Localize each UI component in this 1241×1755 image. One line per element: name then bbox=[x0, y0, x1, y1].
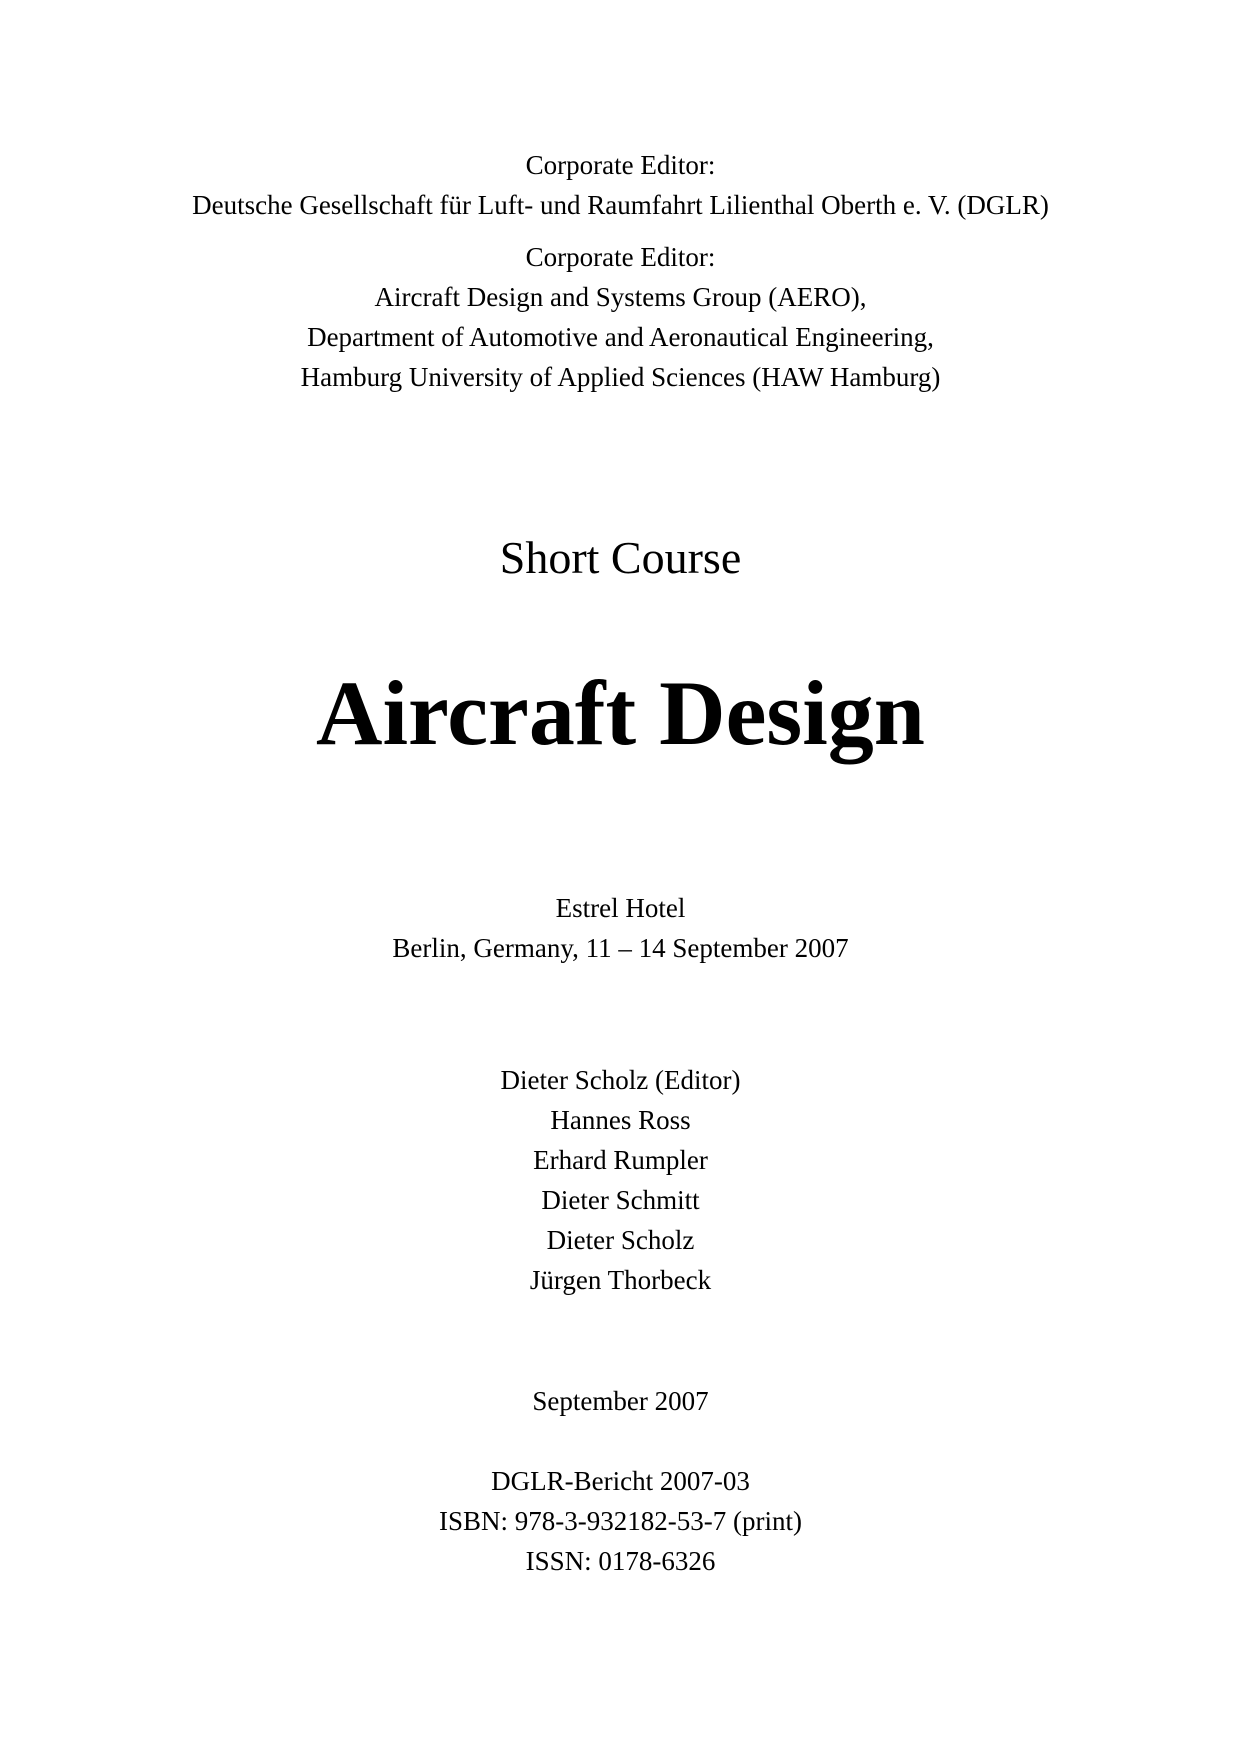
corporate-editor-label: Corporate Editor: bbox=[525, 242, 716, 272]
publication-date: September 2007 bbox=[532, 1386, 709, 1416]
author-list bbox=[0, 1060, 1241, 1300]
publication-info bbox=[0, 1461, 1241, 1581]
corporate-editor-dglr bbox=[0, 145, 1241, 225]
corporate-editor-dglr-name: Deutsche Gesellschaft für Luft- und Raumfahrt Lilienthal Oberth e. V. (DGLR) bbox=[192, 190, 1049, 220]
report-number: DGLR-Bericht 2007-03 bbox=[491, 1466, 750, 1496]
corporate-editor-label: Corporate Editor: bbox=[525, 150, 716, 180]
course-subtitle: Short Course bbox=[499, 532, 742, 583]
venue-city-date: Berlin, Germany, 11 – 14 September 2007 bbox=[392, 933, 849, 963]
issn: ISSN: 0178-6326 bbox=[525, 1546, 716, 1576]
isbn: ISBN: 978-3-932182-53-7 (print) bbox=[439, 1506, 802, 1536]
corporate-editor-haw-line: Department of Automotive and Aeronautical Engineering, bbox=[307, 322, 934, 352]
author-name: Hannes Ross bbox=[550, 1105, 691, 1135]
corporate-editor-haw bbox=[0, 237, 1241, 397]
author-name: Dieter Schmitt bbox=[541, 1185, 700, 1215]
corporate-editor-haw-line: Aircraft Design and Systems Group (AERO), bbox=[374, 282, 867, 312]
author-name: Dieter Scholz (Editor) bbox=[500, 1065, 741, 1095]
corporate-editor-haw-line: Hamburg University of Applied Sciences (HAW Hamburg) bbox=[300, 362, 941, 392]
author-name: Dieter Scholz bbox=[546, 1225, 695, 1255]
venue-place: Estrel Hotel bbox=[555, 893, 686, 923]
author-name: Jürgen Thorbeck bbox=[529, 1265, 712, 1295]
author-name: Erhard Rumpler bbox=[533, 1145, 708, 1175]
venue bbox=[0, 888, 1241, 968]
page-title: Aircraft Design bbox=[316, 662, 925, 764]
